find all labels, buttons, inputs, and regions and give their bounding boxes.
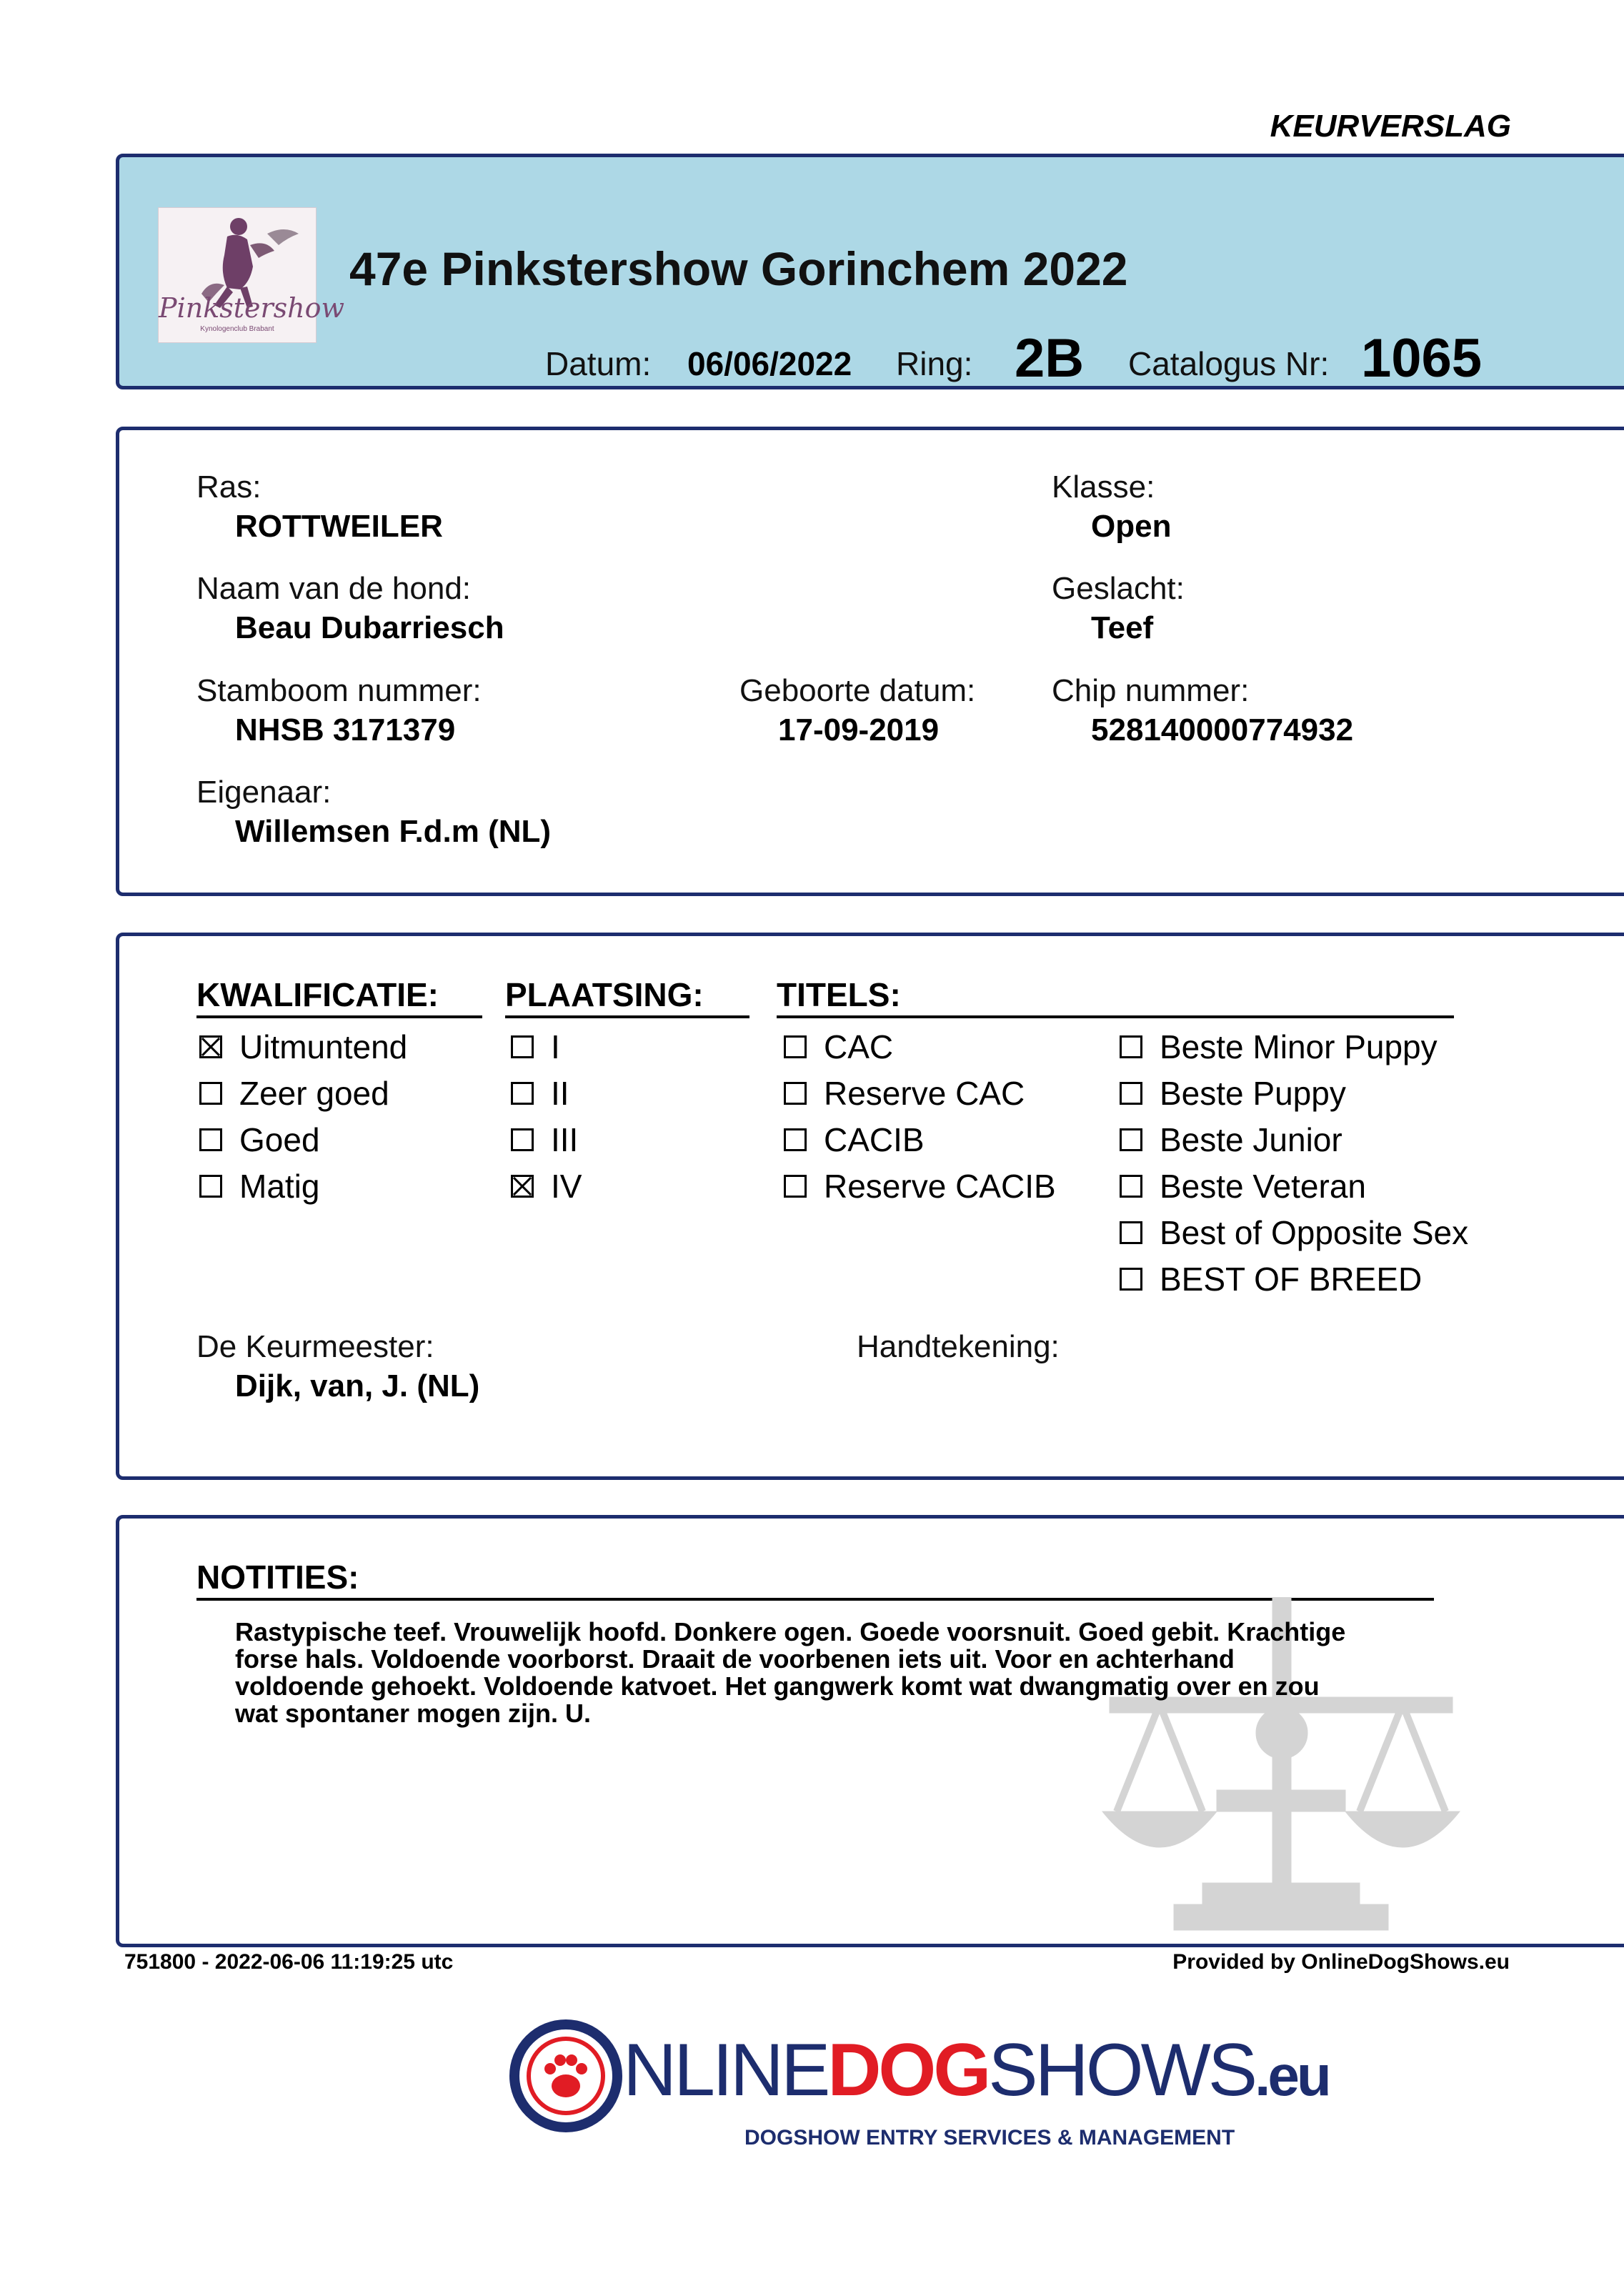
checkbox-checked-icon[interactable] — [511, 1175, 534, 1198]
option-label: Uitmuntend — [239, 1028, 408, 1065]
plaatsing-option[interactable] — [511, 1028, 560, 1066]
checkbox-icon[interactable] — [199, 1128, 222, 1151]
geslacht-label: Geslacht: — [1052, 571, 1185, 606]
paw-print-icon — [509, 2019, 623, 2133]
kwalificatie-option[interactable] — [199, 1167, 319, 1206]
titels-header: TITELS: — [777, 975, 1454, 1018]
footer-provider: Provided by OnlineDogShows.eu — [1172, 1950, 1510, 1974]
option-label: Reserve CACIB — [824, 1168, 1056, 1205]
chip-label: Chip nummer: — [1052, 673, 1250, 708]
stamboom-label: Stamboom nummer: — [196, 673, 482, 708]
notes-header: NOTITIES: — [196, 1558, 1434, 1601]
klasse-label: Klasse: — [1052, 469, 1155, 505]
datum-value: 06/06/2022 — [687, 345, 852, 382]
brand-wordmark — [623, 2029, 1329, 2113]
titel-option[interactable] — [1120, 1074, 1346, 1113]
brand-tagline: DOGSHOW ENTRY SERVICES & MANAGEMENT — [744, 2126, 1235, 2150]
onlinedogshows-logo[interactable] — [509, 2019, 1329, 2162]
option-label: CAC — [824, 1028, 894, 1065]
option-label: Beste Puppy — [1160, 1075, 1346, 1112]
chip-value: 528140000774932 — [1091, 712, 1354, 747]
checkbox-icon[interactable] — [1120, 1268, 1142, 1291]
checkbox-icon[interactable] — [784, 1175, 807, 1198]
option-label: BEST OF BREED — [1160, 1261, 1423, 1298]
checkbox-checked-icon[interactable] — [199, 1035, 222, 1058]
kwalificatie-option[interactable] — [199, 1120, 320, 1159]
naam-value: Beau Dubarriesch — [235, 610, 504, 645]
checkbox-icon[interactable] — [511, 1035, 534, 1058]
option-label: Reserve CAC — [824, 1075, 1025, 1112]
titel-option[interactable] — [1120, 1167, 1366, 1206]
logo-subtext: Kynologenclub Brabant — [200, 325, 274, 333]
datum-label: Datum: — [545, 345, 652, 382]
option-label: CACIB — [824, 1121, 925, 1158]
handtekening-label: Handtekening: — [857, 1329, 1060, 1364]
naam-label: Naam van de hond: — [196, 571, 472, 606]
eigenaar-value: Willemsen F.d.m (NL) — [235, 814, 552, 849]
option-label: I — [551, 1028, 560, 1065]
checkbox-icon[interactable] — [784, 1128, 807, 1151]
kwalificatie-header: KWALIFICATIE: — [196, 975, 482, 1018]
notes-line: voldoende gehoekt. Voldoende katvoet. Het gangwerk komt wat dwangmatig over en zou — [235, 1671, 1320, 1701]
ras-label: Ras: — [196, 469, 261, 505]
pinkstershow-logo — [158, 207, 345, 343]
stamboom-value: NHSB 3171379 — [235, 712, 456, 747]
judging-result-panel — [116, 933, 1624, 1480]
notes-line: Rastypische teef. Vrouwelijk hoofd. Donkere ogen. Goede voorsnuit. Goed gebit. Krachtige — [235, 1617, 1346, 1646]
option-label: Beste Junior — [1160, 1121, 1342, 1158]
geslacht-value: Teef — [1091, 610, 1154, 645]
kwalificatie-option[interactable] — [199, 1028, 407, 1066]
brand-part-eu: .eu — [1255, 2044, 1329, 2107]
ring-value: 2B — [1015, 328, 1085, 389]
option-label: Matig — [239, 1168, 320, 1205]
brand-part-online: NLINE — [623, 2029, 828, 2112]
klasse-value: Open — [1091, 509, 1172, 544]
checkbox-icon[interactable] — [511, 1128, 534, 1151]
option-label: Goed — [239, 1121, 320, 1158]
titel-option[interactable] — [784, 1028, 893, 1066]
footer-id-timestamp: 751800 - 2022-06-06 11:19:25 utc — [124, 1950, 454, 1974]
brand-part-shows: SHOWS — [988, 2029, 1255, 2112]
brand-part-dog: DOG — [827, 2029, 989, 2112]
show-title: 47e Pinkstershow Gorinchem 2022 — [349, 242, 1128, 295]
option-label: Beste Veteran — [1160, 1168, 1366, 1205]
geboorte-value: 17-09-2019 — [778, 712, 940, 747]
checkbox-icon[interactable] — [1120, 1035, 1142, 1058]
show-header-panel — [116, 154, 1624, 389]
titel-option[interactable] — [784, 1074, 1025, 1113]
notes-line: wat spontaner mogen zijn. U. — [235, 1699, 592, 1728]
plaatsing-option[interactable] — [511, 1120, 578, 1159]
option-label: Best of Opposite Sex — [1160, 1214, 1469, 1251]
catalog-value: 1065 — [1361, 328, 1483, 389]
checkbox-icon[interactable] — [199, 1082, 222, 1105]
plaatsing-header: PLAATSING: — [505, 975, 749, 1018]
checkbox-icon[interactable] — [784, 1035, 807, 1058]
option-label: Zeer goed — [239, 1075, 389, 1112]
plaatsing-option[interactable] — [511, 1074, 569, 1113]
titel-option[interactable] — [1120, 1213, 1468, 1252]
notes-line: forse hals. Voldoende voorborst. Draait de voorbenen iets uit. Voor en achterhand — [235, 1644, 1235, 1674]
notes-text — [235, 1619, 1435, 1727]
checkbox-icon[interactable] — [1120, 1175, 1142, 1198]
checkbox-icon[interactable] — [1120, 1221, 1142, 1244]
ring-label: Ring: — [896, 345, 973, 382]
checkbox-icon[interactable] — [511, 1082, 534, 1105]
checkbox-icon[interactable] — [1120, 1128, 1142, 1151]
option-label: II — [551, 1075, 569, 1112]
titel-option[interactable] — [1120, 1028, 1438, 1066]
dog-details-panel — [116, 427, 1624, 896]
logo-text: Pinkstershow — [159, 292, 345, 324]
option-label: Beste Minor Puppy — [1160, 1028, 1438, 1065]
titel-option[interactable] — [1120, 1260, 1422, 1298]
kwalificatie-option[interactable] — [199, 1074, 389, 1113]
checkbox-icon[interactable] — [784, 1082, 807, 1105]
geboorte-label: Geboorte datum: — [739, 673, 976, 708]
titel-option[interactable] — [784, 1167, 1056, 1206]
ras-value: ROTTWEILER — [235, 509, 443, 544]
plaatsing-option[interactable] — [511, 1167, 582, 1206]
catalog-label: Catalogus Nr: — [1128, 345, 1330, 382]
titel-option[interactable] — [1120, 1120, 1342, 1159]
option-label: III — [551, 1121, 579, 1158]
document-title: KEURVERSLAG — [1270, 109, 1511, 144]
keurmeester-value: Dijk, van, J. (NL) — [235, 1368, 480, 1403]
notes-panel — [116, 1515, 1624, 1947]
checkbox-icon[interactable] — [1120, 1082, 1142, 1105]
option-label: IV — [551, 1168, 582, 1205]
keurmeester-label: De Keurmeester: — [196, 1329, 434, 1364]
eigenaar-label: Eigenaar: — [196, 775, 332, 810]
titel-option[interactable] — [784, 1120, 925, 1159]
checkbox-icon[interactable] — [199, 1175, 222, 1198]
